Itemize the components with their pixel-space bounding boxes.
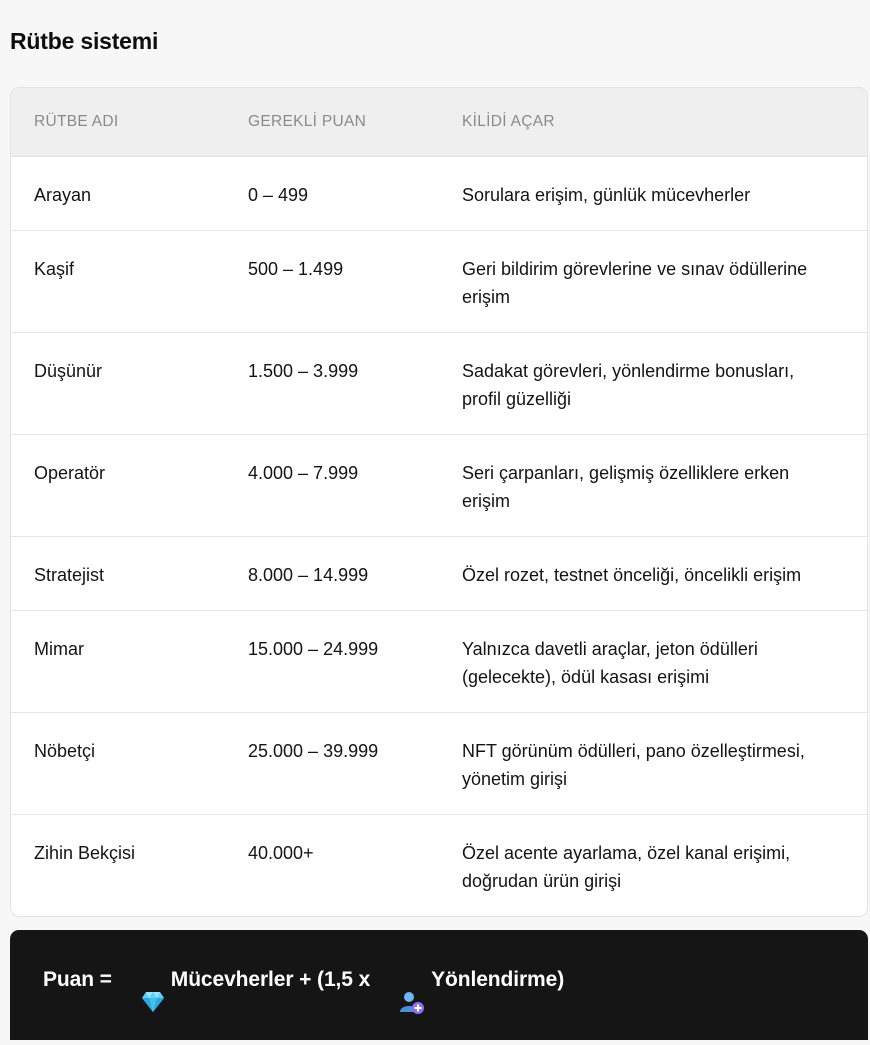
rank-table [11, 88, 867, 916]
rank-unlocks: Seri çarpanları, gelişmiş özelliklere erken erişim [439, 434, 867, 536]
rank-points: 25.000 – 39.999 [225, 712, 439, 814]
rank-name: Arayan [11, 156, 225, 230]
rank-unlocks: Özel rozet, testnet önceliği, öncelikli erişim [439, 536, 867, 610]
column-header-required-points: GEREKLİ PUAN [225, 88, 439, 156]
rank-name: Operatör [11, 434, 225, 536]
formula-term-referrals: Yönlendirme) [431, 968, 565, 991]
rank-name: Kaşif [11, 230, 225, 332]
table-row [11, 610, 867, 712]
add-user-icon [376, 967, 425, 1045]
page-title: Rütbe sistemi [10, 28, 159, 54]
column-header-unlocks: KİLİDİ AÇAR [439, 88, 867, 156]
rank-unlocks: Yalnızca davetli araçlar, jeton ödülleri (gelecekte), ödül kasası erişimi [439, 610, 867, 712]
rank-points: 8.000 – 14.999 [225, 536, 439, 610]
rank-points: 500 – 1.499 [225, 230, 439, 332]
rank-table-card [10, 87, 868, 917]
rank-points: 40.000+ [248, 842, 314, 863]
table-row [11, 156, 867, 230]
table-header-row [11, 88, 867, 156]
rank-name: Nöbetçi [11, 712, 225, 814]
rank-points: 0 – 499 [225, 156, 439, 230]
table-row [11, 814, 867, 916]
rank-unlocks: Sorulara erişim, günlük mücevherler [439, 156, 867, 230]
formula-term-gems: Mücevherler + (1,5 x [170, 968, 371, 991]
table-row [11, 434, 867, 536]
rank-points: 15.000 – 24.999 [225, 610, 439, 712]
rank-name: Düşünür [11, 332, 225, 434]
table-row [11, 536, 867, 610]
rank-unlocks: Özel acente ayarlama, özel kanal erişimi, doğrudan ürün girişi [462, 842, 791, 891]
rank-name: Zihin Bekçisi [34, 842, 136, 863]
rank-name: Mimar [11, 610, 225, 712]
rank-points: 1.500 – 3.999 [225, 332, 439, 434]
rank-unlocks: Geri bildirim görevlerine ve sınav ödüllerine erişim [439, 230, 867, 332]
gem-icon [118, 967, 165, 1043]
rank-unlocks: Sadakat görevleri, yönlendirme bonusları, profil güzelliği [439, 332, 867, 434]
rank-name: Stratejist [11, 536, 225, 610]
table-row [11, 230, 867, 332]
column-header-rank-name: RÜTBE ADI [11, 88, 225, 156]
rank-unlocks: NFT görünüm ödülleri, pano özelleştirmesi, yönetim girişi [439, 712, 867, 814]
rank-points: 4.000 – 7.999 [225, 434, 439, 536]
table-row [11, 332, 867, 434]
formula-prefix: Puan = [43, 968, 112, 991]
table-row [11, 712, 867, 814]
